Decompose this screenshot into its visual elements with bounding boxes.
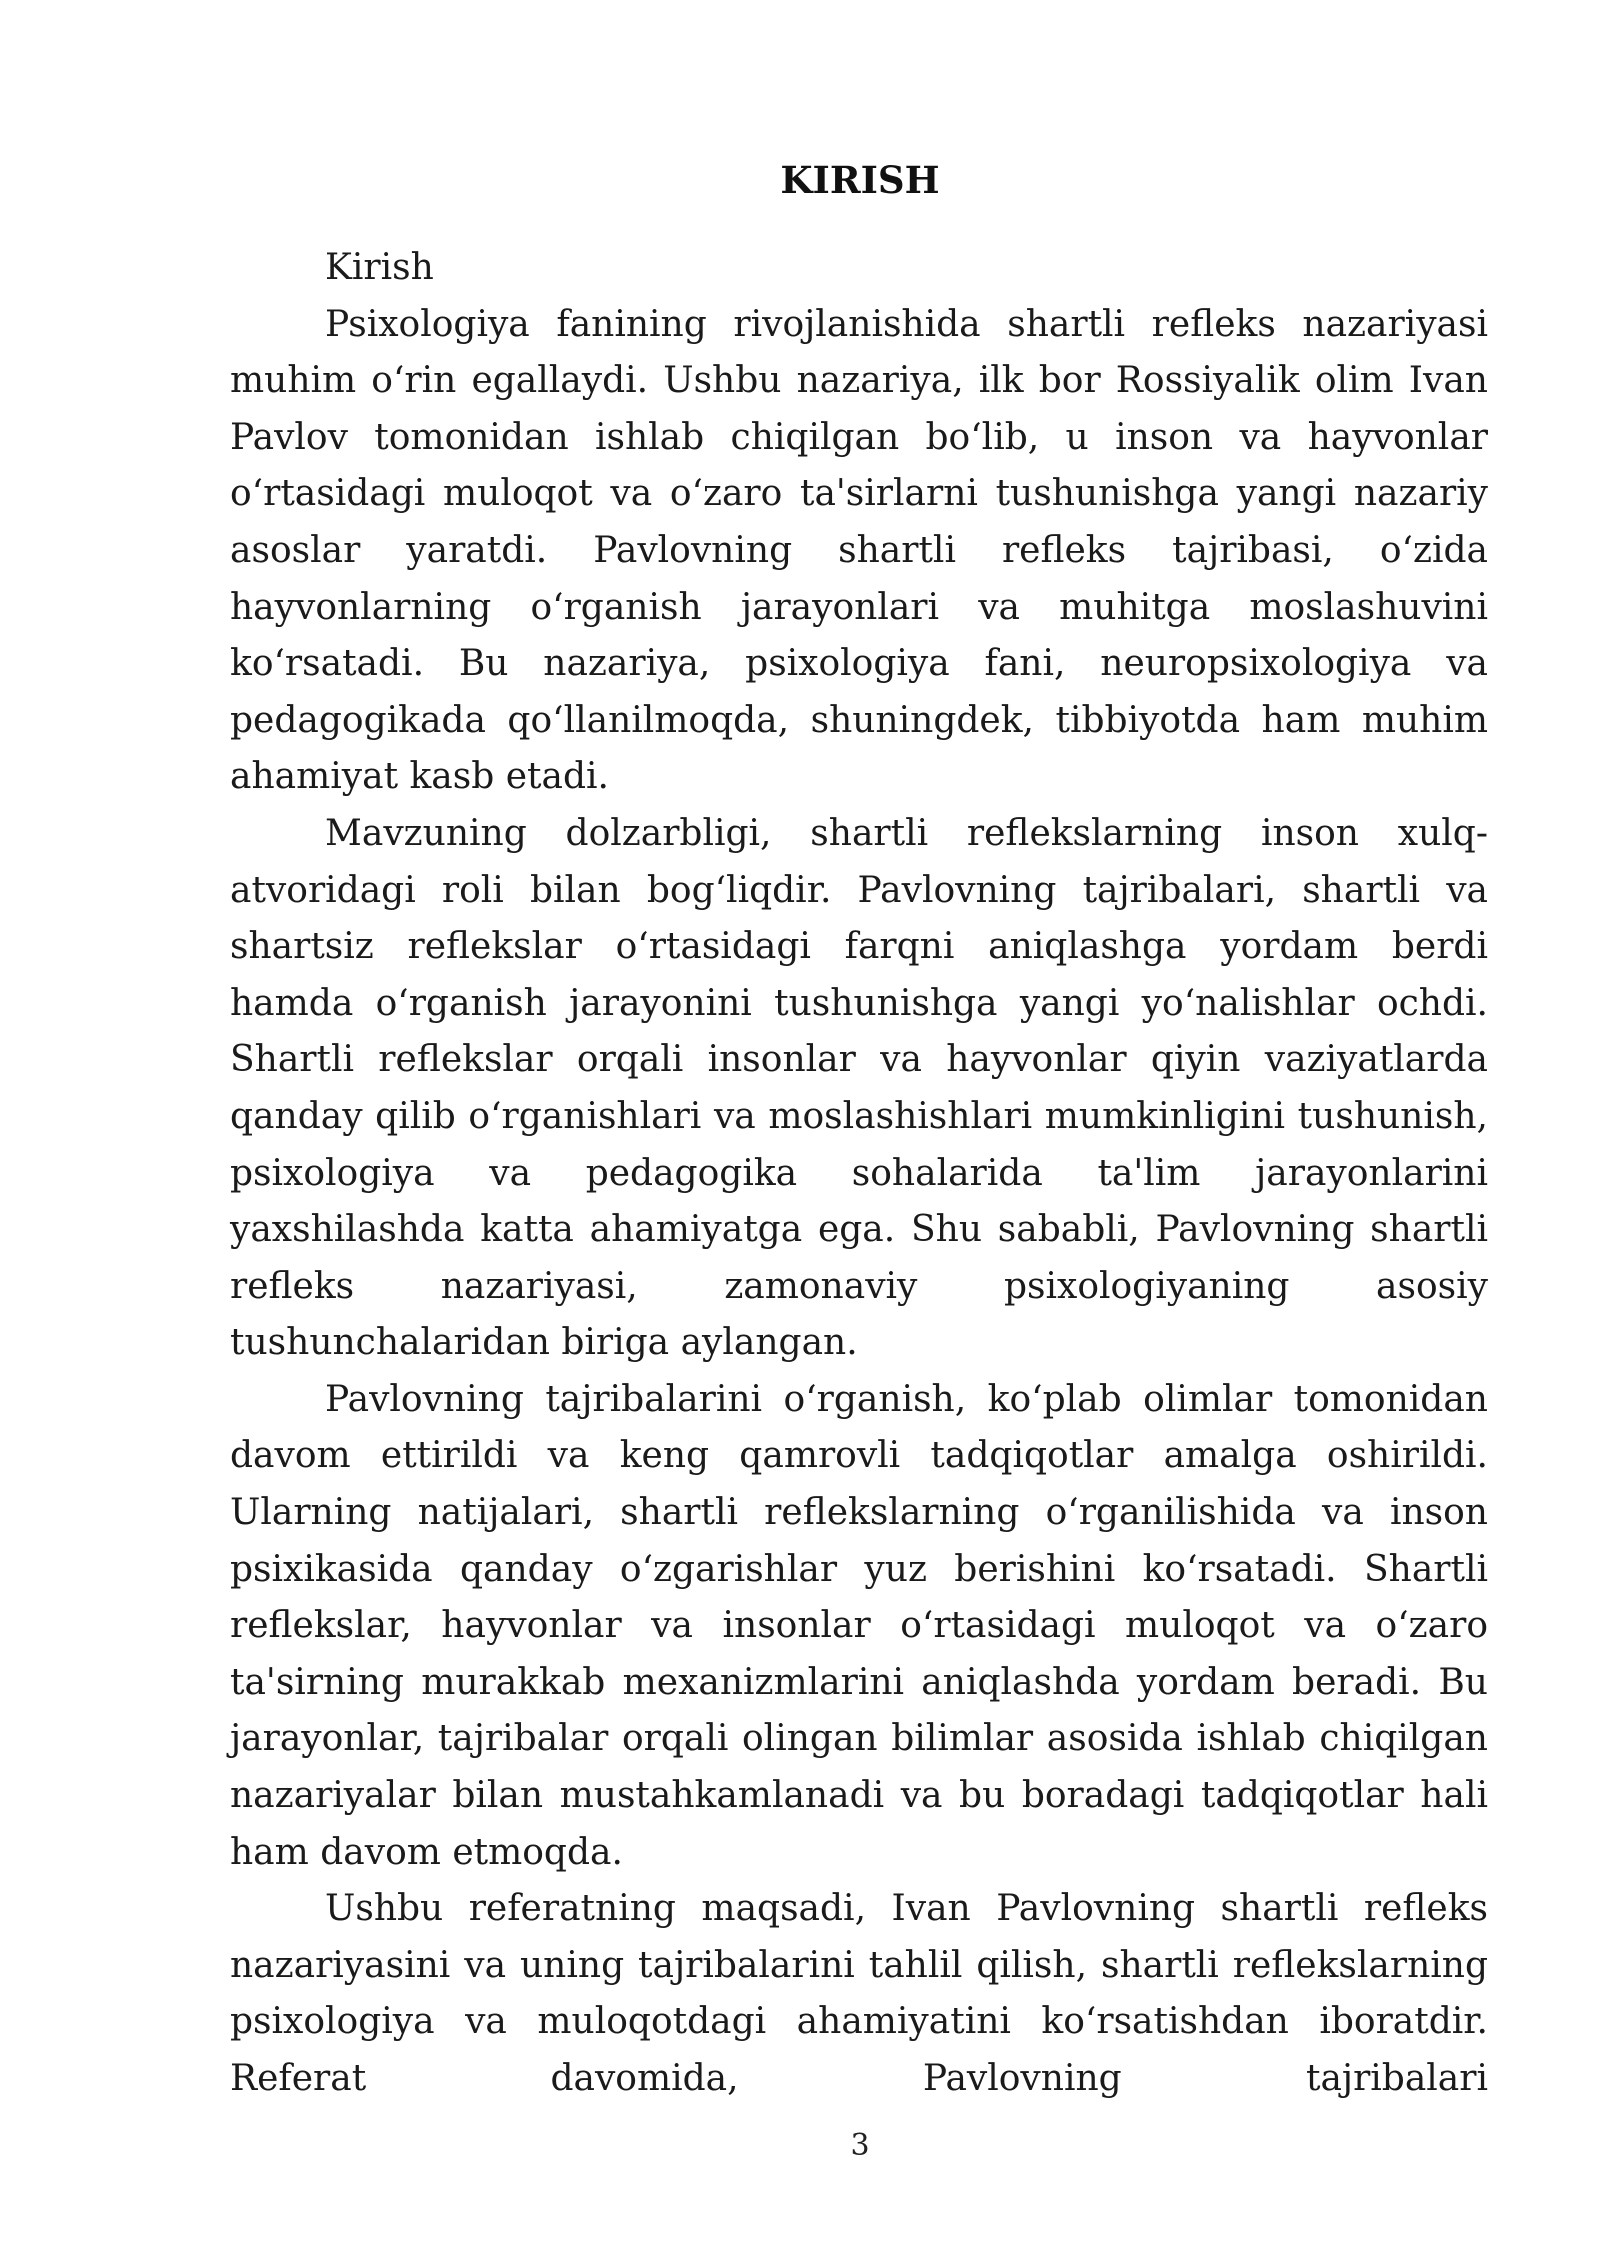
body-text bbox=[230, 240, 1488, 2108]
paragraph-research: Pavlovning tajribalarini o‘rganish, ko‘plab olimlar tomonidan davom ettirildi va keng qamrovli tadqiqotlar amalga oshirildi. Ularning natijalari, shartli reflekslarning o‘rganilishida va inson psixikasida qanday o‘zgarishlar yuz berishini ko‘rsatadi. Shartli reflekslar, hayvonlar va insonlar o‘rtasidagi muloqot va o‘zaro ta'sirning murakkab mexanizmlarini aniqlashda yordam beradi. Bu jarayonlar, tajribalar orqali olingan bilimlar asosida ishlab chiqilgan nazariyalar bilan mustahkamlanadi va bu boradagi tadqiqotlar hali ham davom etmoqda. bbox=[230, 1378, 1488, 1873]
subheading-line: Kirish bbox=[325, 247, 434, 288]
section-heading: KIRISH bbox=[780, 158, 940, 202]
paragraph-relevance: Mavzuning dolzarbligi, shartli reflekslarning inson xulq-atvoridagi roli bilan bog‘liqdir. Pavlovning tajribalari, shartli va shartsiz reflekslar o‘rtasidagi farqni aniqlashga yordam berdi hamda o‘rganish jarayonini tushunishga yangi yo‘nalishlar ochdi. Shartli reflekslar orqali insonlar va hayvonlar qiyin vaziyatlarda qanday qilib o‘rganishlari va moslashishlari mumkinligini tushunish, psixologiya va pedagogika sohalarida ta'lim jarayonlarini yaxshilashda katta ahamiyatga ega. Shu sababli, Pavlovning shartli refleks nazariyasi, zamonaviy psixologiyaning asosiy tushunchalaridan biriga aylangan. bbox=[230, 812, 1488, 1364]
paragraph-purpose: Ushbu referatning maqsadi, Ivan Pavlovning shartli refleks nazariyasini va uning tajribalarini tahlil qilish, shartli reflekslarning psixologiya va muloqotdagi ahamiyatini ko‘rsatishdan iboratdir. Referat davomida, Pavlovning tajribalari bbox=[230, 1888, 1488, 2099]
page-number: 3 bbox=[850, 2128, 870, 2163]
paragraph-intro: Psixologiya fanining rivojlanishida shartli refleks nazariyasi muhim o‘rin egallaydi. Ushbu nazariya, ilk bor Rossiyalik olim Ivan Pavlov tomonidan ishlab chiqilgan bo‘lib, u inson va hayvonlar o‘rtasidagi muloqot va o‘zaro ta'sirlarni tushunishga yangi nazariy asoslar yaratdi. Pavlovning shartli refleks tajribasi, o‘zida hayvonlarning o‘rganish jarayonlari va muhitga moslashuvini ko‘rsatadi. Bu nazariya, psixologiya fani, neuropsixologiya va pedagogikada qo‘llanilmoqda, shuningdek, tibbiyotda ham muhim ahamiyat kasb etadi. bbox=[230, 303, 1488, 798]
